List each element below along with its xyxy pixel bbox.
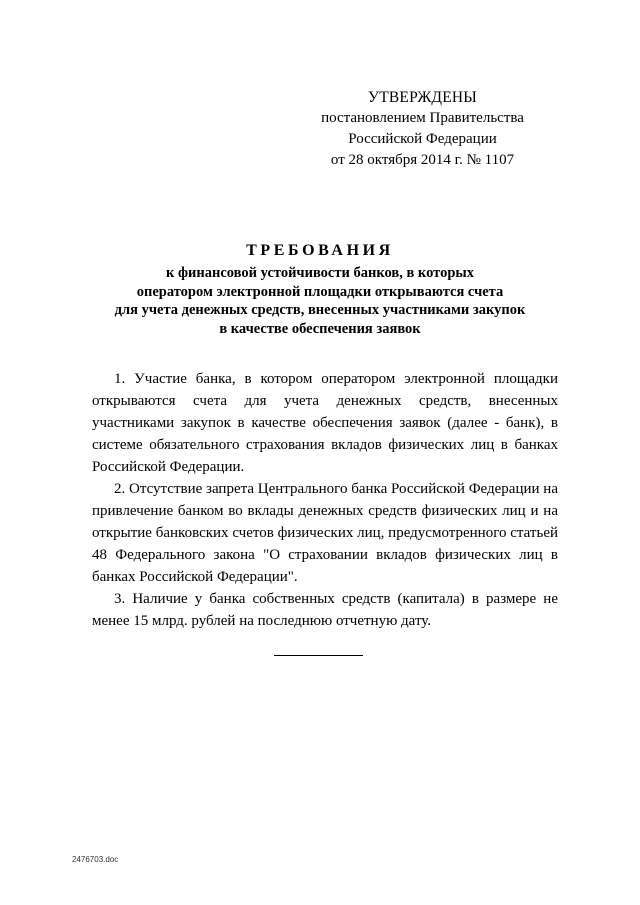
document-title: ТРЕБОВАНИЯ — [246, 242, 394, 259]
document-subtitle-line-2: оператором электронной площадки открываются счета — [136, 283, 504, 300]
document-subtitle-line-4: в качестве обеспечения заявок — [219, 320, 421, 337]
document-title-block — [60, 240, 580, 338]
document-body — [92, 368, 558, 632]
decree-date-number: от 28 октября 2014 г. № 1107 — [330, 152, 515, 168]
approval-heading: УТВЕРЖДЕНЫ — [368, 89, 477, 106]
requirement-paragraph-3: 3. Наличие у банка собственных средств (капитала) в размере не менее 15 млрд. рублей на последнюю отчетную дату. — [92, 591, 558, 629]
end-separator-line — [274, 655, 363, 656]
approval-line-2: Российской Федерации — [348, 131, 497, 147]
file-code: 2476703.doc — [72, 855, 119, 864]
approval-line-1: постановлением Правительства — [321, 110, 524, 126]
document-subtitle-line-3: для учета денежных средств, внесенных участниками закупок — [114, 302, 526, 318]
requirement-paragraph-1: 1. Участие банка, в котором оператором электронной площадки открываются счета для учета денежных средств, внесенных участниками закупок в качестве обеспечения заявок (далее - банк), в системе обязательного страхования вкладов физических лиц в банках Российской Федерации. — [92, 371, 558, 475]
approval-block — [300, 87, 545, 171]
requirement-paragraph-2: 2. Отсутствие запрета Центрального банка Российской Федерации на привлечение банком во вклады денежных средств физических лиц и на открытие банковских счетов физических лиц, предусмотренного статьей 48 Федерального закона "О страховании вкладов физических лиц в банках Российской Федерации". — [92, 481, 558, 585]
document-subtitle-line-1: к финансовой устойчивости банков, в которых — [166, 265, 474, 281]
